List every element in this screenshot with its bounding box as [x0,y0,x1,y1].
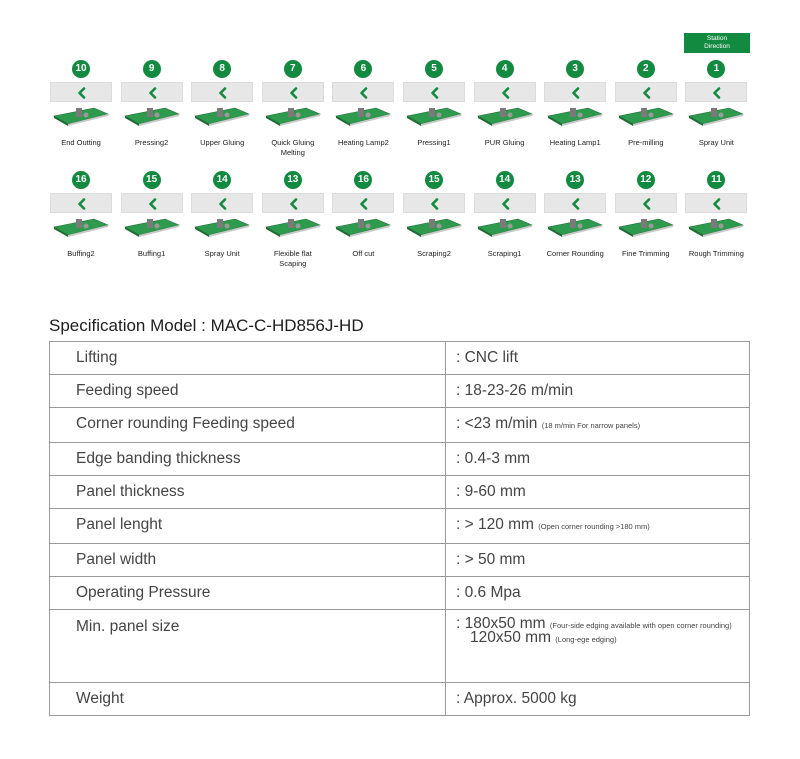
spec-value: : <23 m/min (18 m/min For narrow panels) [446,408,750,443]
machine-illustration [615,102,677,128]
station-label: Pressing2 [134,138,169,147]
left-arrow-icon [571,198,581,210]
machine-illustration [50,213,112,239]
station-number: 15 [143,171,161,189]
spec-row-lifting [50,342,750,375]
station-number: 1 [707,60,725,78]
spec-key: Panel thickness [50,476,446,509]
off-cut-icon [330,213,396,244]
station-10 [48,60,114,148]
station-number: 10 [72,60,90,78]
spec-key: Feeding speed [50,375,446,408]
station-14 [472,171,538,259]
station-15 [119,171,185,259]
left-arrow-icon [289,198,299,210]
station-number: 5 [425,60,443,78]
spec-title: Specification Model : MAC-C-HD856J-HD [49,316,364,335]
spec-row-feeding-speed [50,375,750,408]
station-label: Scraping1 [487,249,522,258]
machine-illustration [685,213,747,239]
station-number: 16 [354,171,372,189]
machine-illustration [685,102,747,128]
station-number: 11 [707,171,725,189]
station-label: Spray Unit [204,249,240,258]
left-arrow-icon [430,198,440,210]
buffing-icon [48,213,114,244]
direction-arrow-box [332,82,394,102]
left-arrow-icon [218,198,228,210]
direction-arrow-box [191,193,253,213]
direction-arrow-box [615,82,677,102]
station-direction-line1: Station [706,35,728,42]
direction-arrow-box [121,82,183,102]
left-arrow-icon [77,198,87,210]
station-label: Spray Unit [698,138,734,147]
machine-illustration [332,213,394,239]
spec-value: : > 120 mm (Open corner rounding >180 mm) [446,509,750,544]
trimming-icon [683,213,749,244]
station-13 [542,171,608,259]
direction-arrow-box [403,193,465,213]
station-number: 9 [143,60,161,78]
left-arrow-icon [148,198,158,210]
spec-key: Edge banding thickness [50,443,446,476]
spec-key: Panel lenght [50,509,446,544]
direction-arrow-box [615,193,677,213]
machine-illustration [615,213,677,239]
station-number: 13 [566,171,584,189]
left-arrow-icon [359,87,369,99]
corner-rounding-icon [542,213,608,244]
end-cutting-icon [48,102,114,133]
direction-arrow-box [685,193,747,213]
spec-table [49,341,750,716]
direction-arrow-box [262,193,324,213]
station-number: 12 [637,171,655,189]
machine-illustration [474,213,536,239]
milling-icon [613,102,679,133]
direction-arrow-box [121,193,183,213]
station-4 [472,60,538,148]
left-arrow-icon [218,87,228,99]
station-15 [401,171,467,259]
machine-illustration [544,213,606,239]
station-11 [683,171,749,259]
station-label: Pressing1 [417,138,451,147]
station-label: Pre-milling [628,138,664,147]
spray-icon [683,102,749,133]
left-arrow-icon [712,87,722,99]
station-number: 13 [284,171,302,189]
direction-arrow-box [474,193,536,213]
station-2 [613,60,679,148]
station-9 [119,60,185,148]
left-arrow-icon [571,87,581,99]
direction-arrow-box [474,82,536,102]
direction-arrow-box [191,82,253,102]
spec-key: Min. panel size [50,610,446,683]
station-16 [48,171,114,259]
station-label: Scraping2 [417,249,451,258]
station-label: End Outting [61,138,101,147]
station-5 [401,60,467,148]
spec-value: : 18-23-26 m/min [446,375,750,408]
left-arrow-icon [289,87,299,99]
station-14 [189,171,255,259]
machine-illustration [121,213,183,239]
pressing-rollers-icon [119,102,185,133]
station-3 [542,60,608,148]
machine-illustration [262,102,324,128]
machine-illustration [403,102,465,128]
spec-value: : CNC lift [446,342,750,375]
station-number: 14 [496,171,514,189]
spec-note: (Four-side edging available with open corner rounding) [549,621,732,630]
spray-icon [189,213,255,244]
spec-value: : Approx. 5000 kg [446,683,750,716]
spec-key: Panel width [50,544,446,577]
spec-note: (18 m/min For narrow panels) [541,421,641,430]
machine-illustration [403,213,465,239]
spec-value: : 0.4-3 mm [446,443,750,476]
station-8 [189,60,255,148]
station-label: Heating Lamp1 [549,138,601,147]
left-arrow-icon [642,198,652,210]
station-label: Heating Lamp2 [337,138,389,147]
spec-note: (Open corner rounding >180 mm) [538,522,650,531]
direction-arrow-box [544,82,606,102]
station-label: PUR Gluing [484,138,525,147]
flat-scraping-icon [260,213,326,244]
station-1 [683,60,749,148]
left-arrow-icon [148,87,158,99]
spec-note: (Long-ege edging) [555,635,617,644]
left-arrow-icon [359,198,369,210]
station-label: Off cut [352,249,375,258]
left-arrow-icon [430,87,440,99]
spec-row-min-panel-size [50,610,750,683]
station-label: Quick Gluing Melting [271,138,315,157]
station-label: Rough Trimming [688,249,744,258]
station-number: 4 [496,60,514,78]
spec-key: Operating Pressure [50,577,446,610]
left-arrow-icon [77,87,87,99]
station-number: 3 [566,60,584,78]
direction-arrow-box [685,82,747,102]
scraping-icon [472,213,538,244]
pur-gluing-icon [472,102,538,133]
station-label: Fine Trimming [622,249,670,258]
spec-key: Weight [50,683,446,716]
station-7 [260,60,326,158]
station-label: Upper Gluing [200,138,245,147]
direction-arrow-box [403,82,465,102]
heating-lamp-icon [542,102,608,133]
spec-row-weight [50,683,750,716]
machine-illustration [121,102,183,128]
station-direction-line2: Direction [704,43,730,50]
heating-lamp-icon [330,102,396,133]
spec-value: : 0.6 Mpa [446,577,750,610]
machine-illustration [262,213,324,239]
pressing-rollers-icon [401,102,467,133]
spec-value: : 180x50 mm (Four-side edging available with open corner rounding) 120x50 mm (Long-ege edging) [446,610,750,683]
machine-illustration [544,102,606,128]
spec-row-edge-thickness [50,443,750,476]
glue-melting-icon [260,102,326,133]
station-number: 16 [72,171,90,189]
spec-row-panel-width [50,544,750,577]
spec-row-operating-pressure [50,577,750,610]
station-number: 14 [213,171,231,189]
direction-arrow-box [50,82,112,102]
station-direction-badge [684,33,750,53]
buffing-icon [119,213,185,244]
station-label: Buffing1 [137,249,166,258]
gluing-icon [189,102,255,133]
machine-illustration [332,102,394,128]
machine-illustration [191,102,253,128]
station-6 [330,60,396,148]
direction-arrow-box [50,193,112,213]
direction-arrow-box [544,193,606,213]
spec-value: : 9-60 mm [446,476,750,509]
spec-row-corner-rounding-speed [50,408,750,443]
station-number: 7 [284,60,302,78]
direction-arrow-box [332,193,394,213]
station-16 [330,171,396,259]
station-label: Corner Rounding [546,249,604,258]
station-number: 8 [213,60,231,78]
station-label: Flexible flat Scaping [273,249,312,268]
left-arrow-icon [501,87,511,99]
spec-row-panel-thickness [50,476,750,509]
direction-arrow-box [262,82,324,102]
spec-key: Lifting [50,342,446,375]
station-label: Buffing2 [67,249,95,258]
scraping-icon [401,213,467,244]
station-13 [260,171,326,269]
machine-illustration [191,213,253,239]
station-number: 6 [354,60,372,78]
spec-key: Corner rounding Feeding speed [50,408,446,443]
left-arrow-icon [642,87,652,99]
machine-illustration [50,102,112,128]
spec-row-panel-length [50,509,750,544]
station-12 [613,171,679,259]
spec-value: : > 50 mm [446,544,750,577]
machine-illustration [474,102,536,128]
left-arrow-icon [712,198,722,210]
station-number: 2 [637,60,655,78]
left-arrow-icon [501,198,511,210]
station-number: 15 [425,171,443,189]
trimming-icon [613,213,679,244]
